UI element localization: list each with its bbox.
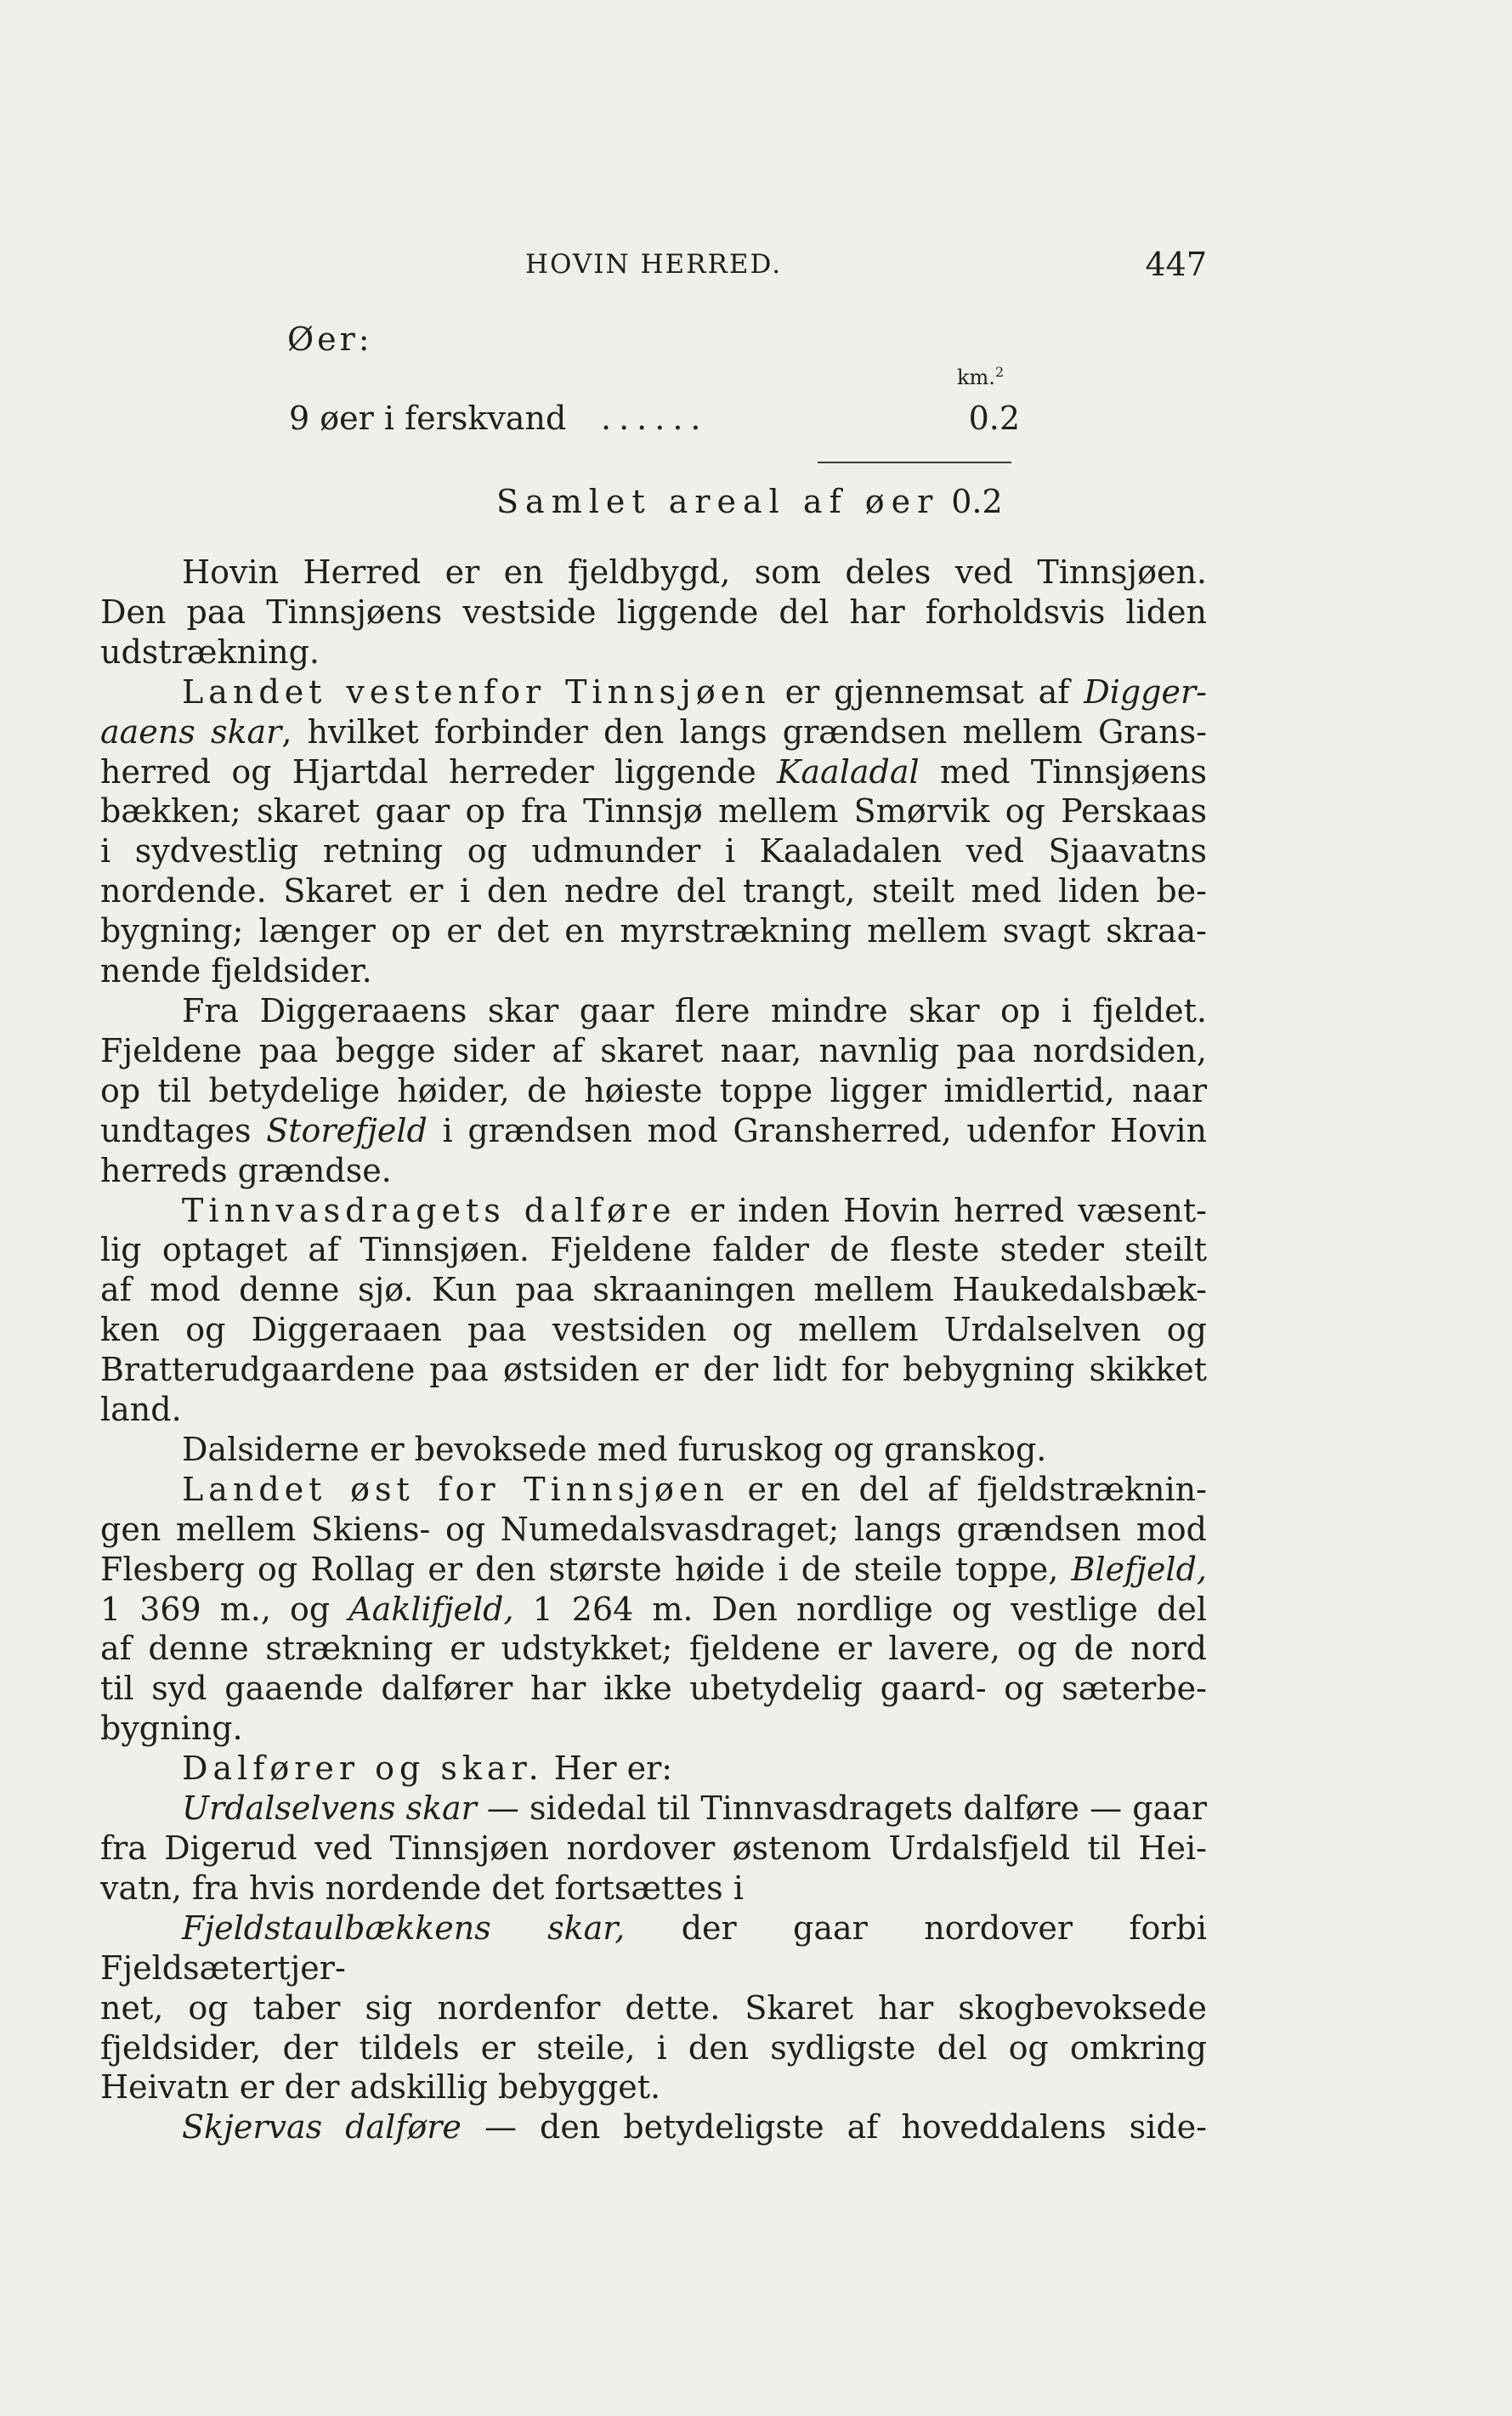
body-text	[100, 553, 1207, 2147]
text-run: undtages	[100, 1111, 267, 1149]
dot-leaders: ......	[601, 400, 709, 437]
text-run: er gjennemsat af	[770, 672, 1084, 711]
text-run: 1 264 m. Den nordlige og vestlige del	[513, 1590, 1207, 1628]
text-line: ken og Diggeraaen paa vestsiden og mellem Urdalselven og	[100, 1311, 1207, 1349]
text-line: i sydvestlig retning og udmunder i Kaaladalen ved Sjaavatns	[100, 832, 1207, 871]
islands-heading: Øer:	[287, 320, 373, 358]
text-run: Flesberg og Rollag er den største høide i de steile toppe,	[100, 1550, 1072, 1588]
text-line: bygning.	[100, 1710, 243, 1748]
text-line: lig optaget af Tinnsjøen. Fjeldene falder de fleste steder steilt	[100, 1231, 1207, 1269]
text-line: land.	[100, 1391, 182, 1429]
text-line	[100, 1908, 1207, 1988]
text-run: er en del af fjeldstræknin-	[728, 1470, 1207, 1508]
unit-text: km.	[957, 366, 995, 389]
text-line: af mod denne sjø. Kun paa skraaningen mellem Haukedalsbæk-	[100, 1271, 1207, 1309]
text-line: Heivatn er der adskillig bebygget.	[100, 2068, 661, 2107]
italic-term: Aaklifjeld,	[348, 1590, 514, 1628]
spaced-term: Dalfører og skar.	[182, 1750, 544, 1788]
text-run: — sidedal til Tinnvasdragets dalføre — gaar	[476, 1789, 1207, 1828]
text-run: i grændsen mod Gransherred, udenfor Hovin	[427, 1111, 1208, 1149]
text-run: — den betydeligste af hoveddalens side-	[461, 2108, 1207, 2147]
unit-superscript: 2	[994, 364, 1005, 380]
text-line: af denne strækning er udstykket; fjeldene er lavere, og de nord	[100, 1630, 1207, 1668]
text-line	[100, 752, 1207, 792]
text-run: herred og Hjartdal herreder liggende	[100, 752, 777, 791]
text-line	[100, 1111, 1207, 1151]
spaced-term: Landet vestenfor Tinnsjøen	[182, 672, 771, 711]
unit-label	[957, 364, 1004, 389]
text-line: Fjeldene paa begge sider af skaret naar, navnlig paa nordsiden,	[100, 1031, 1207, 1069]
text-line: nende fjeldsider.	[100, 952, 372, 990]
text-line: bygning; længer op er det en myrstrækning mellem svagt skraa-	[100, 912, 1207, 950]
italic-term: Urdalselvens skar	[182, 1789, 477, 1828]
italic-term: Fjeldstaulbækkens skar,	[182, 1908, 626, 1947]
text-line	[100, 712, 1207, 752]
total-label: Samlet areal af øer	[496, 483, 940, 520]
text-line	[100, 1590, 1207, 1630]
total-value: 0.2	[951, 483, 1003, 520]
text-line	[100, 1191, 1207, 1231]
italic-term: Skjervas dalføre	[182, 2108, 462, 2147]
sum-rule	[818, 462, 1011, 463]
islands-row	[289, 400, 1020, 442]
text-line: op til betydelige høider, de høieste toppe ligger imidlertid, naar	[100, 1071, 1207, 1109]
text-line	[100, 1470, 1207, 1510]
total-row	[496, 483, 1003, 520]
text-line: Bratterudgaardene paa østsiden er der lidt for bebygning skikket	[100, 1351, 1207, 1389]
spaced-term: Tinnvasdragets dalføre	[182, 1191, 677, 1229]
text-run: der gaar nordover forbi Fjeldsætertjer-	[100, 1908, 1207, 1987]
islands-row-label: 9 øer i ferskvand	[289, 400, 567, 437]
text-line: bækken; skaret gaar op fra Tinnsjø mellem Smørvik og Perskaas	[100, 792, 1207, 831]
italic-term: aaens skar	[100, 712, 282, 751]
italic-term: Storefjeld	[266, 1111, 428, 1149]
text-line	[100, 1749, 1207, 1789]
text-line	[100, 672, 1207, 712]
italic-term: Digger-	[1084, 672, 1207, 711]
text-run: med Tinnsjøens	[919, 752, 1207, 791]
text-run: Her er:	[543, 1750, 673, 1788]
text-line	[100, 2107, 1207, 2147]
text-line: herreds grændse.	[100, 1151, 392, 1189]
text-line: net, og taber sig nordenfor dette. Skaret har skogbevoksede	[100, 1988, 1207, 2027]
text-line: Hovin Herred er en fjeldbygd, som deles ved Tinnsjøen.	[182, 553, 1207, 591]
text-line: fra Digerud ved Tinnsjøen nordover østenom Urdalsfjeld til Hei-	[100, 1829, 1207, 1867]
text-line: nordende. Skaret er i den nedre del trangt, steilt med liden be-	[100, 872, 1207, 910]
text-run: , hvilket forbinder den langs grændsen mellem Grans-	[281, 712, 1207, 751]
page-header	[100, 241, 1207, 292]
text-line: vatn, fra hvis nordende det fortsættes i	[100, 1869, 744, 1907]
italic-term: Blefjeld,	[1071, 1550, 1207, 1588]
text-line: gen mellem Skiens- og Numedalsvasdraget; langs grændsen mod	[100, 1510, 1207, 1548]
text-run: 1 369 m., og	[100, 1590, 349, 1628]
text-line: fjeldsider, der tildels er steile, i den sydligste del og omkring	[100, 2028, 1207, 2067]
text-line: udstrækning.	[100, 632, 320, 671]
text-line	[100, 1789, 1207, 1829]
text-line	[100, 1550, 1207, 1590]
text-line: til syd gaaende dalfører har ikke ubetydelig gaard- og sæterbe-	[100, 1670, 1207, 1708]
text-line: Fra Diggeraaens skar gaar flere mindre skar op i fjeldet.	[182, 991, 1207, 1029]
islands-row-value: 0.2	[968, 400, 1020, 437]
page-number: 447	[1145, 246, 1207, 283]
text-run: er inden Hovin herred væsent-	[676, 1191, 1207, 1229]
italic-term: Kaaladal	[777, 752, 920, 791]
running-head: HOVIN HERRED.	[524, 249, 783, 280]
text-line: Dalsiderne er bevoksede med furuskog og granskog.	[182, 1430, 1047, 1468]
text-line: Den paa Tinnsjøens vestside liggende del har forholdsvis liden	[100, 593, 1207, 631]
spaced-term: Landet øst for Tinnsjøen	[182, 1470, 729, 1508]
